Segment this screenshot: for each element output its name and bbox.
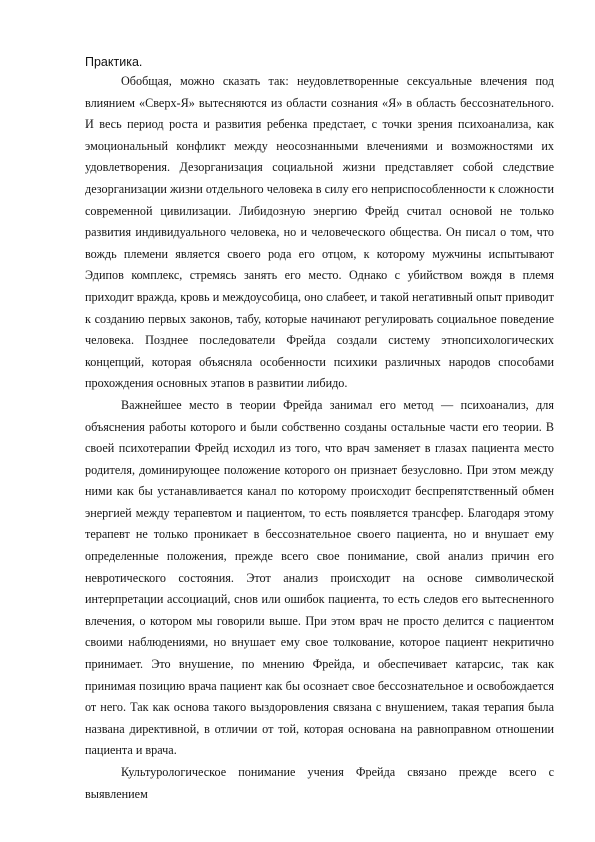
paragraph-2: Важнейшее место в теории Фрейда занимал его метод — психоанализ, для объяснения работы которого и были собственно созданы остальные части его теории. В своей психотерапии Фрейд исходил из того, что врач заменяет в глазах пациента место родителя, доминирующее положение которого он признает безусловно. При этом между ними как бы устанавливается канал по которому происходит беспрепятственный обмен энергией между терапевтом и пациентом, то есть появляется трансфер. Благодаря этому терапевт не только проникает в бессознательное своего пациента, но и внушает ему определенные положения, прежде всего свое понимание, свой анализ причин его невротического состояния. Этот анализ происходит на основе символической интерпретации ассоциаций, снов или ошибок пациента, то есть следов его вытесненного влечения, о котором мы говорили выше. При этом врач не просто делится с пациентом своими наблюдениями, но внушает ему свое толкование, которое пациент некритично принимает. Это внушение, по мнению Фрейда, и обеспечивает катарсис, так как принимая позицию врача пациент как бы осознает свое бессознательное и освобождается от него. Так как основа такого выздоровления связана с внушением, такая терапия была названа директивной, в отличии от той, которая основана на равноправном отношении пациента и врача. (85, 397, 554, 758)
paragraph-3: Культурологическое понимание учения Фрейда связано прежде всего с выявлением (85, 765, 554, 801)
body-text (85, 71, 554, 805)
section-heading: Практика. (85, 55, 143, 69)
paragraph-1: Обобщая, можно сказать так: неудовлетворенные сексуальные влечения под влиянием «Сверх-Я» вытесняются из области сознания «Я» в область бессознательного. И весь период роста и развития ребенка предстает, с точки зрения психоанализа, как эмоциональный конфликт между неосознанными влечениями и возможностями их удовлетворения. Дезорганизация социальной жизни представляет собой следствие дезорганизации жизни отдельного человека в силу его неприспособленности к сложности современной цивилизации. Либидозную энергию Фрейд считал основой не только развития индивидуального человека, но и человеческого общества. Он писал о том, что вождь племени является своего рода его отцом, к которому мужчины испытывают Эдипов комплекс, стремясь занять его место. Однако с убийством вождя в племя приходит вражда, кровь и междоусобица, оно слабеет, и такой негативный опыт приводит к созданию первых законов, табу, которые начинают регулировать социальное поведение человека. Позднее последователи Фрейда создали систему этнопсихологических концепций, которая объясняла особенности психики различных народов способами прохождения основных этапов в развитии либидо. (85, 74, 554, 391)
